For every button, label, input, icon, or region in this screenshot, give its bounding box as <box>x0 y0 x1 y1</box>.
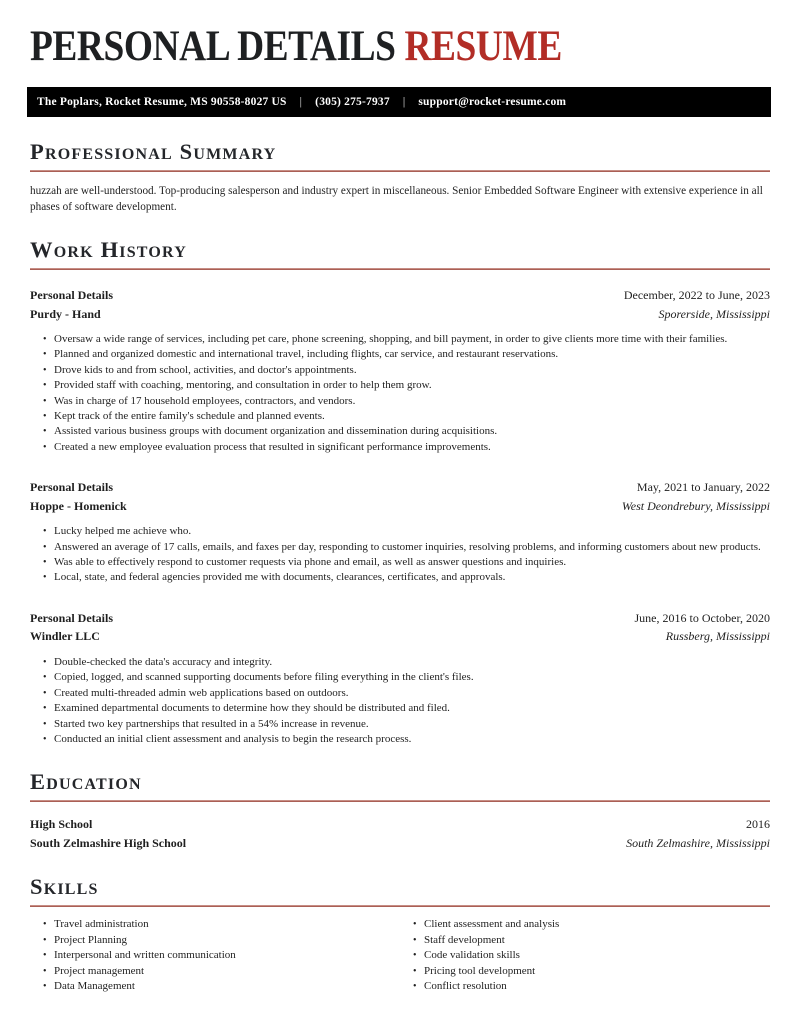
job-entry <box>30 609 770 747</box>
section-underline <box>30 170 770 172</box>
bullet-item: • Drove kids to and from school, activities, and doctor's appointments. <box>43 363 770 378</box>
job-dates: June, 2016 to October, 2020 <box>634 610 770 625</box>
skill-item: • Staff development <box>413 933 770 948</box>
contact-address: The Poplars, Rocket Resume, MS 90558-8027 US <box>37 96 287 108</box>
job-header <box>30 478 770 515</box>
section-summary <box>30 139 770 215</box>
job-right <box>624 286 770 323</box>
skill-item: • Project Planning <box>43 933 400 948</box>
skills-columns <box>30 917 770 994</box>
job-company: Hoppe - Homenick <box>30 498 127 513</box>
skill-item: • Client assessment and analysis <box>413 917 770 932</box>
title-primary: PERSONAL DETAILS <box>30 23 396 70</box>
education-degree: High School <box>30 817 93 832</box>
resume-title <box>30 24 562 70</box>
bullet-item: • Started two key partnerships that resulted in a 54% increase in revenue. <box>43 717 770 732</box>
bullet-item: • Oversaw a wide range of services, including pet care, phone screening, shopping, and bill payment, in order to give clients more time with their families. <box>43 332 770 347</box>
work-history-heading: Work History <box>30 237 187 262</box>
contact-phone: (305) 275-7937 <box>315 96 390 108</box>
bullet-item: • Created a new employee evaluation process that resulted in significant performance improvements. <box>43 440 770 455</box>
skill-item: • Travel administration <box>43 917 400 932</box>
education-heading: Education <box>30 769 142 795</box>
skill-item: • Conflict resolution <box>413 979 770 994</box>
job-header <box>30 609 770 646</box>
bullet-item: • Lucky helped me achieve who. <box>43 524 770 539</box>
job-bullets <box>30 655 770 747</box>
education-year: 2016 <box>746 817 770 832</box>
job-entry <box>30 286 770 455</box>
bullet-item: • Answered an average of 17 calls, emails, and faxes per day, responding to customer inquiries, resolving problems, and informing customers about new products. <box>43 540 770 555</box>
bullet-item: • Conducted an initial client assessment and analysis to begin the research process. <box>43 732 770 747</box>
job-dates: December, 2022 to June, 2023 <box>623 288 770 302</box>
job-location: Sporerside, Mississippi <box>658 306 770 321</box>
summary-text: huzzah are well-understood. Top-producing salesperson and industry expert in miscellaneous. Senior Embedded Software Engineer with extensive experience in all phases of software development. <box>30 185 763 213</box>
bullet-item: • Was in charge of 17 household employees, contractors, and vendors. <box>43 394 770 409</box>
bullet-item: • Examined departmental documents to determine how they should be distributed and filed. <box>43 701 770 716</box>
bullet-item: • Assisted various business groups with document organization and dissemination during acquisitions. <box>43 424 770 439</box>
section-skills <box>30 874 770 994</box>
section-underline <box>30 800 770 802</box>
skills-column-right <box>400 917 770 994</box>
job-left <box>30 609 113 646</box>
skill-item: • Code validation skills <box>413 948 770 963</box>
skill-item: • Project management <box>43 964 400 979</box>
job-title: Personal Details <box>30 288 113 302</box>
bullet-item: • Planned and organized domestic and international travel, including flights, car service, and restaurant reservations. <box>43 347 770 362</box>
title-accent: RESUME <box>404 23 562 70</box>
education-row <box>30 834 770 853</box>
bullet-item: • Was able to effectively respond to customer requests via phone and email, as well as answer questions and inquiries. <box>43 555 770 570</box>
job-right <box>622 478 770 515</box>
job-left <box>30 478 127 515</box>
bullet-item: • Double-checked the data's accuracy and integrity. <box>43 655 770 670</box>
bullet-item: • Provided staff with coaching, mentoring, and consultation in order to help them grow. <box>43 378 770 393</box>
job-right <box>635 609 771 646</box>
job-entry <box>30 478 770 586</box>
section-education <box>30 769 770 852</box>
education-row <box>30 815 770 834</box>
section-underline <box>30 905 770 907</box>
education-entry <box>30 815 770 852</box>
job-left <box>30 286 113 323</box>
skill-item: • Data Management <box>43 979 400 994</box>
section-work-history <box>30 237 770 747</box>
job-location: Russberg, Mississippi <box>665 629 770 644</box>
job-title: Personal Details <box>30 480 113 495</box>
bullet-item: • Kept track of the entire family's schedule and planned events. <box>43 409 770 424</box>
job-company: Windler LLC <box>30 629 100 644</box>
section-underline <box>30 268 770 270</box>
contact-separator: | <box>299 96 303 108</box>
contact-bar <box>27 87 771 117</box>
job-title: Personal Details <box>30 610 113 625</box>
job-dates: May, 2021 to January, 2022 <box>636 480 770 495</box>
job-company: Purdy - Hand <box>30 306 101 321</box>
contact-separator: | <box>402 96 406 108</box>
bullet-item: • Local, state, and federal agencies provided me with documents, clearances, certificates, and approvals. <box>43 570 770 585</box>
education-school: South Zelmashire High School <box>30 835 187 850</box>
job-header <box>30 286 770 323</box>
skill-item: • Interpersonal and written communication <box>43 948 400 963</box>
job-location: West Deondrebury, Mississippi <box>621 498 770 513</box>
skill-item: • Pricing tool development <box>413 964 770 979</box>
skills-column-left <box>30 917 400 994</box>
skills-heading: Skills <box>30 874 99 900</box>
bullet-item: • Copied, logged, and scanned supporting documents before filing everything in the client's files. <box>43 670 770 685</box>
education-location: South Zelmashire, Mississippi <box>626 835 770 850</box>
job-bullets <box>30 524 770 586</box>
contact-email: support@rocket-resume.com <box>418 96 567 108</box>
bullet-item: • Created multi-threaded admin web applications based on outdoors. <box>43 686 770 701</box>
job-bullets <box>30 332 770 455</box>
summary-heading: Professional Summary <box>30 139 277 164</box>
